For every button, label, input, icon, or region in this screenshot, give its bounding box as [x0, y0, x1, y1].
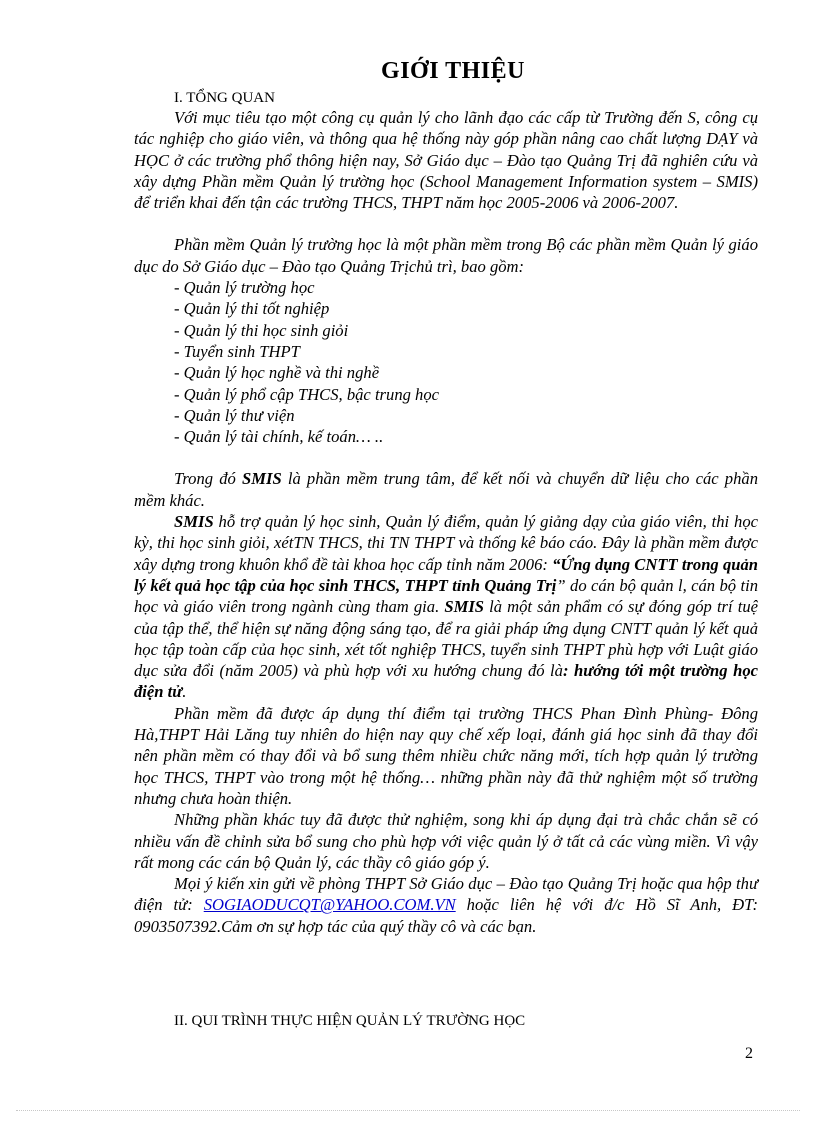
page-border-divider — [16, 1110, 800, 1111]
paragraph-smis-central — [134, 468, 758, 511]
paragraph-smis-features — [134, 511, 758, 703]
text-run: là một sản phẩm có sự đóng góp trí tuệ của tập thể, thể hiện sự năng động sáng tạo, để ra giải pháp ứng dụng CNTT quản lý kết quả học tập toàn cấp của học sinh, xét tốt nghiệp THCS, tuyển sinh THPT phù hợp với Luật giáo dục sửa đổi (năm 2005) và phù hợp với xu hướng chung đó là — [134, 597, 759, 681]
page-title: GIỚI THIỆU — [381, 58, 525, 84]
goal-statement: : hướng tới một trường học điện tử — [134, 661, 758, 702]
paragraph-feedback: Những phần khác tuy đã được thử nghiệm, song khi áp dụng đại trà chắc chắn sẽ có nhiều vấn đề chỉnh sửa bổ sung cho phù hợp với việc quản lý ở tất cả các vùng miền. Vì vậy rất mong các cán bộ Quản lý, các thầy cô giáo góp ý. — [134, 810, 758, 872]
list-item: - Quản lý tài chính, kế toán… .. — [174, 427, 384, 447]
list-item: - Quản lý thi tốt nghiệp — [174, 299, 330, 319]
text-run: Trong đó — [174, 469, 242, 489]
paragraph-pilot: Phần mềm đã được áp dụng thí điểm tại trường THCS Phan Đình Phùng- Đông Hà,THPT Hải Lăng tuy nhiên do hiện nay quy chế xếp loại, đánh giá học sinh đã thay đổi nên phần mềm có thay đổi và bổ sung thêm nhiều chức năng mới, tích hợp quản lý trường học THCS, THPT vào trong một hệ thống… những phần này đã thử nghiệm một số trường nhưng chưa hoàn thiện. — [134, 703, 758, 808]
text-run: hoặc liên hệ với đ/c Hồ Sĩ Anh, ĐT: 0903507392.Cảm ơn sự hợp tác của quý thầy cô và các bạn. — [134, 895, 758, 936]
text-run: là phần mềm trung tâm, để kết nối và chuyển dữ liệu cho các phần mềm khác. — [134, 469, 758, 510]
page-number: 2 — [745, 1045, 753, 1062]
smis-term: SMIS — [242, 469, 282, 489]
paragraph-software-suite: Phần mềm Quản lý trường học là một phần mềm trong Bộ các phần mềm Quản lý giáo dục do Sở Giáo dục – Đào tạo Quảng Trịchủ trì, bao gồm: — [134, 235, 758, 276]
software-list — [134, 277, 758, 447]
text-run: ” do cán bộ quản l, cán bộ tin học và giáo viên trong ngành cùng tham gia. — [134, 575, 758, 617]
section-heading-overview: I. TỔNG QUAN — [174, 90, 275, 106]
list-item: - Tuyển sinh THPT — [174, 341, 300, 361]
overview-body — [134, 107, 758, 937]
email-link[interactable]: SOGIAODUCQT@YAHOO.COM.VN — [203, 895, 456, 915]
list-item: - Quản lý phổ cập THCS, bậc trung học — [174, 384, 440, 404]
section-heading-process: II. QUI TRÌNH THỰC HIỆN QUẢN LÝ TRƯỜNG HỌC — [174, 1013, 526, 1029]
research-topic: “Ứng dụng CNTT trong quản lý kết quả học tập của học sinh THCS, THPT tỉnh Quảng Trị — [134, 554, 758, 595]
list-item: - Quản lý học nghề và thi nghề — [174, 363, 380, 383]
text-run: . — [182, 682, 187, 702]
list-item: - Quản lý trường học — [174, 278, 315, 298]
text-run: hỗ trợ quản lý học sinh, Quản lý điểm, quản lý giảng dạy của giáo viên, thi học kỳ, thi học sinh giỏi, xétTN THCS, thi TN THPT và thống kê báo cáo. Đây là phần mềm được xây dựng trong khuôn khổ đề tài khoa học cấp tỉnh năm 2006: — [134, 512, 758, 574]
text-run: Mọi ý kiến xin gửi về phòng THPT Sở Giáo dục – Đào tạo Quảng Trị hoặc qua hộp thư điện tử: — [134, 874, 758, 915]
list-item: - Quản lý thi học sinh giỏi — [174, 320, 349, 340]
paragraph-contact — [134, 873, 758, 937]
paragraph-intro: Với mục tiêu tạo một công cụ quản lý cho lãnh đạo các cấp từ Trường đến S, công cụ tác nghiệp cho giáo viên, và thông qua hệ thống này góp phần nâng cao chất lượng DẠY và HỌC ở các trường phổ thông hiện nay, Sở Giáo dục – Đào tạo Quảng Trị đã nghiên cứu và xây dựng Phần mềm Quản lý trường học (School Management Information system – SMIS) để triển khai đến tận các trường THCS, THPT năm học 2005-2006 và 2006-2007. — [134, 108, 758, 213]
smis-term: SMIS — [444, 597, 485, 617]
list-item: - Quản lý thư viện — [174, 405, 295, 425]
smis-term: SMIS — [174, 512, 214, 532]
